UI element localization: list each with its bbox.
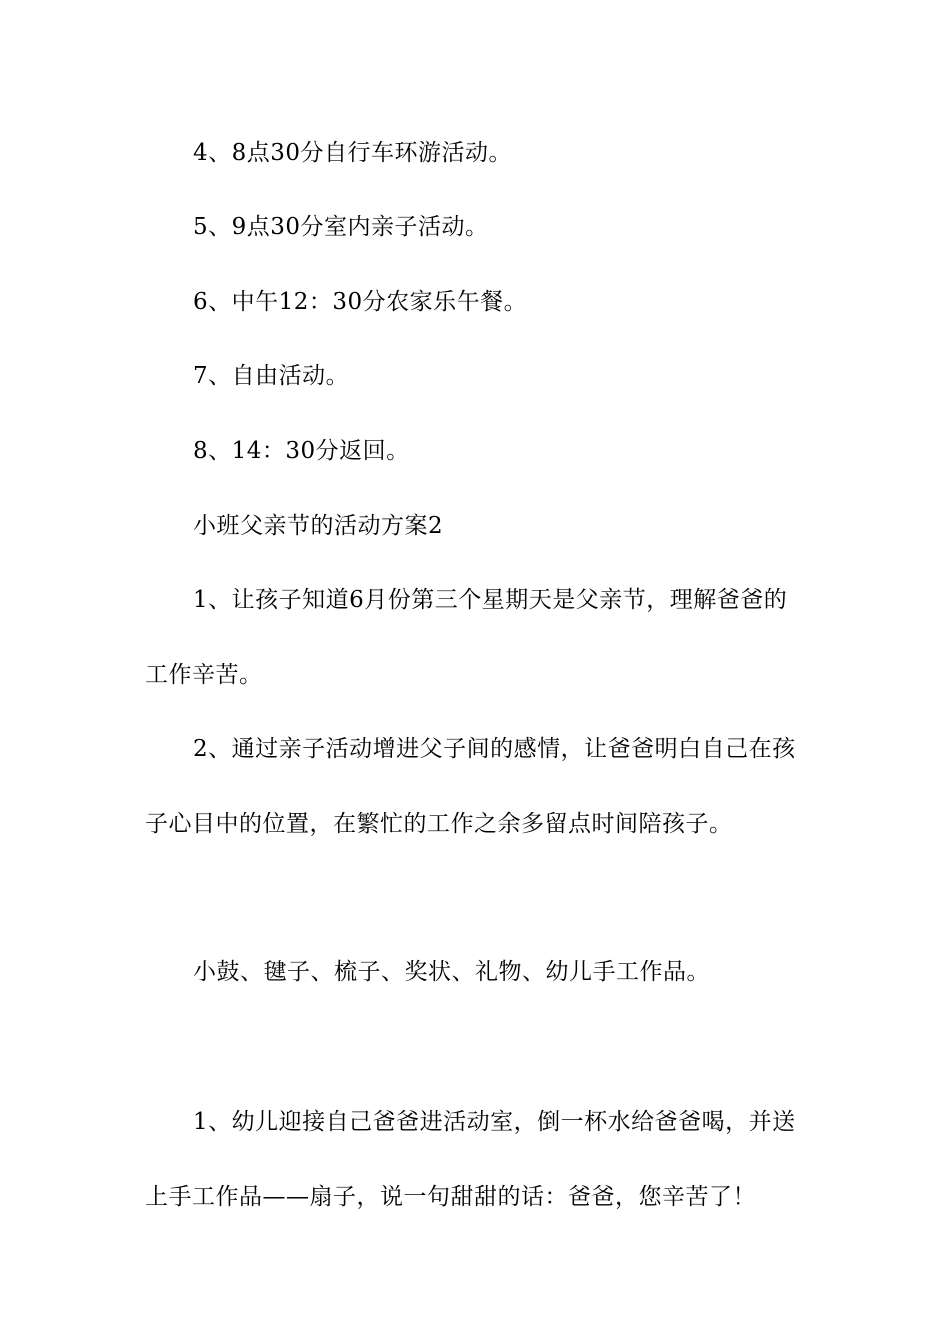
goal-1-line-1: 1、让孩子知道6月份第三个星期天是父亲节，理解爸爸的 bbox=[193, 587, 788, 613]
schedule-item-8: 8、14：30分返回。 bbox=[193, 438, 410, 464]
schedule-item-5: 5、9点30分室内亲子活动。 bbox=[193, 214, 489, 240]
process-1-line-2: 上手工作品——扇子，说一句甜甜的话：爸爸，您辛苦了！ bbox=[145, 1184, 756, 1210]
schedule-item-4: 4、8点30分自行车环游活动。 bbox=[193, 140, 513, 166]
section-title: 小班父亲节的活动方案2 bbox=[193, 513, 444, 539]
schedule-item-6: 6、中午12：30分农家乐午餐。 bbox=[193, 289, 528, 315]
goal-2-line-1: 2、通过亲子活动增进父子间的感情，让爸爸明白自己在孩 bbox=[193, 736, 796, 762]
process-1-line-1: 1、幼儿迎接自己爸爸进活动室，倒一杯水给爸爸喝，并送 bbox=[193, 1109, 796, 1135]
goal-1-line-2: 工作辛苦。 bbox=[145, 662, 263, 688]
goal-2-line-2: 子心目中的位置，在繁忙的工作之余多留点时间陪孩子。 bbox=[145, 811, 733, 837]
schedule-item-7: 7、自由活动。 bbox=[193, 363, 350, 389]
materials-list: 小鼓、毽子、梳子、奖状、礼物、幼儿手工作品。 bbox=[193, 959, 710, 985]
